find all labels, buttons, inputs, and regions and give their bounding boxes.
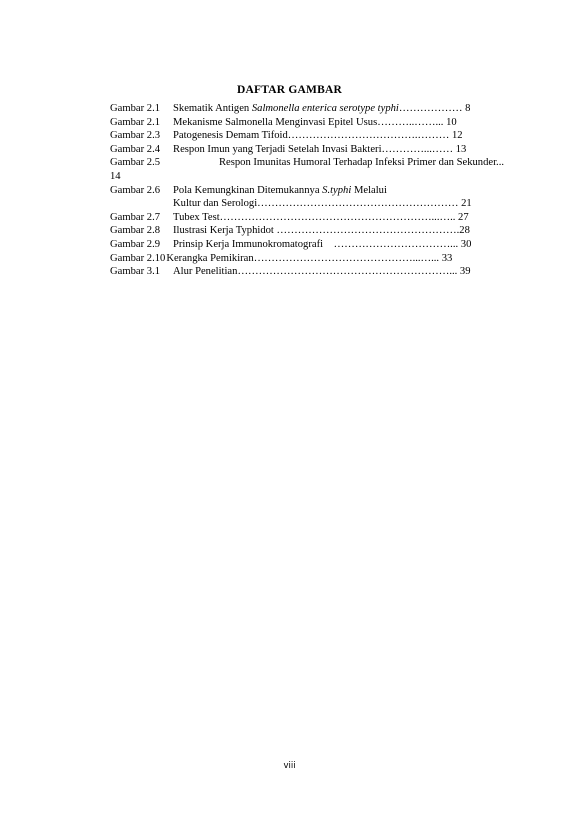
list-item	[110, 184, 504, 198]
figure-label: Gambar 2.5	[110, 157, 161, 169]
figure-list	[110, 102, 504, 279]
figure-title-cont: Kultur dan Serologi	[173, 198, 258, 210]
figure-label: Gambar 2.10	[110, 252, 166, 264]
page-ref: 28	[459, 225, 470, 237]
figure-title: Kerangka Pemikiran	[166, 252, 254, 264]
page-title: DAFTAR GAMBAR	[237, 84, 342, 96]
page-ref: 21	[461, 198, 472, 210]
figure-title: Alur Penelitian	[173, 266, 238, 278]
figure-title-post: Melalui	[351, 184, 387, 196]
figure-label: Gambar 2.6	[110, 184, 161, 196]
page-ref: 10	[446, 116, 457, 128]
figure-label: Gambar 2.8	[110, 225, 161, 237]
figure-label: Gambar 3.1	[110, 266, 161, 278]
figure-label: Gambar 2.7	[110, 211, 161, 223]
list-item	[110, 143, 504, 157]
page-ref: 27	[458, 211, 469, 223]
figure-title: Patogenesis Demam Tifoid	[173, 130, 288, 142]
figure-label: Gambar 2.4	[110, 143, 161, 155]
figure-label: Gambar 2.3	[110, 130, 161, 142]
figure-title: Mekanisme Salmonella Menginvasi Epitel Usus	[173, 116, 378, 128]
list-item	[110, 211, 504, 225]
page-ref: 8	[465, 103, 471, 114]
page-number: viii	[283, 761, 296, 771]
page-ref: 14	[110, 170, 121, 182]
dot-leader: ……………………………...	[333, 238, 461, 250]
list-item	[110, 102, 504, 116]
figure-label: Gambar 2.1	[110, 103, 161, 114]
list-item-wrap	[110, 170, 504, 184]
list-item	[110, 224, 504, 238]
list-item	[110, 156, 504, 170]
dot-leader: …………………………………………………	[257, 198, 462, 210]
dot-leader: ……………………………………………………...…..	[219, 211, 459, 223]
figure-title: Respon Imun yang Terjadi Setelah Invasi Bakteri	[173, 143, 382, 155]
page-ref: 30	[460, 238, 472, 250]
dot-leader: ………………………………………...…...	[253, 252, 442, 264]
list-item	[110, 265, 504, 279]
dot-leader: ………………	[398, 103, 466, 114]
page-ref: 33	[441, 252, 453, 264]
figure-title: Ilustrasi Kerja Typhidot	[173, 225, 277, 237]
list-item-continuation	[110, 197, 504, 211]
figure-label: Gambar 2.1	[110, 116, 161, 128]
dot-leader: ……………………………………………………...	[237, 266, 460, 278]
list-item	[110, 252, 504, 266]
page-ref: 39	[459, 266, 471, 278]
figure-title: Skematik Antigen	[173, 103, 252, 114]
figure-title: Respon Imunitas Humoral Terhadap Infeksi Primer dan Sekunder...	[218, 157, 504, 169]
figure-title-italic: Salmonella enterica serotype typhi	[251, 103, 399, 114]
figure-label: Gambar 2.9	[110, 238, 161, 250]
figure-title-italic: S.typhi	[322, 184, 352, 196]
list-item	[110, 129, 504, 143]
list-item	[110, 238, 504, 252]
figure-title: Prinsip Kerja Immunokromatografi	[173, 238, 334, 250]
page-ref: 12	[451, 130, 463, 142]
dot-leader: …………...……	[381, 143, 456, 155]
figure-title: Pola Kemungkinan Ditemukannya	[173, 184, 323, 196]
dot-leader: ……………………………….………	[287, 130, 452, 142]
page-ref: 13	[455, 143, 467, 155]
list-item	[110, 116, 504, 130]
dot-leader: ………..……...	[377, 116, 447, 128]
dot-leader: …………………………………………….	[276, 225, 460, 237]
figure-title: Tubex Test	[173, 211, 220, 223]
